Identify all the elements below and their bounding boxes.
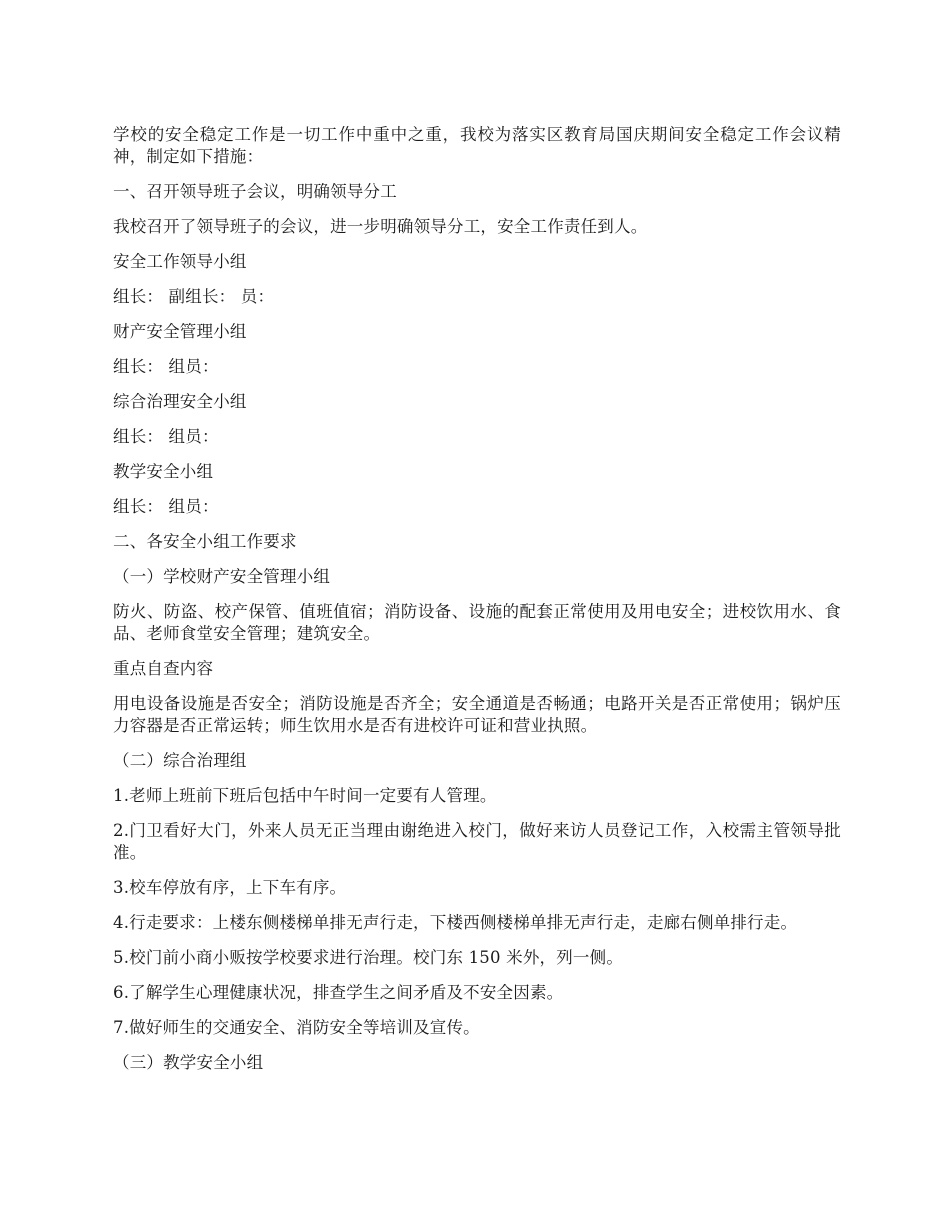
group-members-line: 组长： 组员： <box>113 427 219 446</box>
group-members-line: 组长： 组员： <box>113 497 219 516</box>
group-members-line: 组长： 副组长： 员： <box>113 287 275 306</box>
subsection-heading: （一）学校财产安全管理小组 <box>113 567 331 586</box>
section-heading-1: 一、召开领导班子会议，明确领导分工 <box>113 182 397 201</box>
list-item: 4.行走要求：上楼东侧楼梯单排无声行走，下楼西侧楼梯单排无声行走，走廊右侧单排行走。 <box>113 913 798 932</box>
group-title-safety-leadership: 安全工作领导小组 <box>113 252 247 271</box>
list-item: 1.老师上班前下班后包括中午时间一定要有人管理。 <box>113 786 497 805</box>
group-title-teaching-safety: 教学安全小组 <box>113 462 214 481</box>
subsection-heading: 重点自查内容 <box>113 659 214 678</box>
body-paragraph: 用电设备设施是否安全；消防设施是否齐全；安全通道是否畅通；电路开关是否正常使用；锅炉压力容器是否正常运转；师生饮用水是否有进校许可证和营业执照。 <box>113 694 841 735</box>
body-paragraph: 防火、防盗、校产保管、值班值宿；消防设备、设施的配套正常使用及用电安全；进校饮用水、食品、老师食堂安全管理；建筑安全。 <box>113 602 841 643</box>
section-heading-2: 二、各安全小组工作要求 <box>113 532 297 551</box>
list-item: 3.校车停放有序，上下车有序。 <box>113 878 347 897</box>
list-item: 6.了解学生心理健康状况，排查学生之间矛盾及不安全因素。 <box>113 983 564 1002</box>
subsection-heading: （二）综合治理组 <box>113 751 247 770</box>
group-title-property-safety: 财产安全管理小组 <box>113 322 247 341</box>
subsection-heading: （三）教学安全小组 <box>113 1053 264 1072</box>
body-paragraph: 我校召开了领导班子的会议，进一步明确领导分工，安全工作责任到人。 <box>113 217 648 236</box>
list-item: 5.校门前小商小贩按学校要求进行治理。校门东 150 米外，列一侧。 <box>113 948 624 967</box>
list-item: 2.门卫看好大门，外来人员无正当理由谢绝进入校门，做好来访人员登记工作，入校需主管领导批准。 <box>113 821 841 862</box>
group-title-comprehensive-governance: 综合治理安全小组 <box>113 392 247 411</box>
document-page <box>113 124 841 1087</box>
intro-paragraph: 学校的安全稳定工作是一切工作中重中之重，我校为落实区教育局国庆期间安全稳定工作会议精神，制定如下措施： <box>113 125 841 166</box>
list-item: 7.做好师生的交通安全、消防安全等培训及宣传。 <box>113 1018 480 1037</box>
group-members-line: 组长： 组员： <box>113 357 219 376</box>
